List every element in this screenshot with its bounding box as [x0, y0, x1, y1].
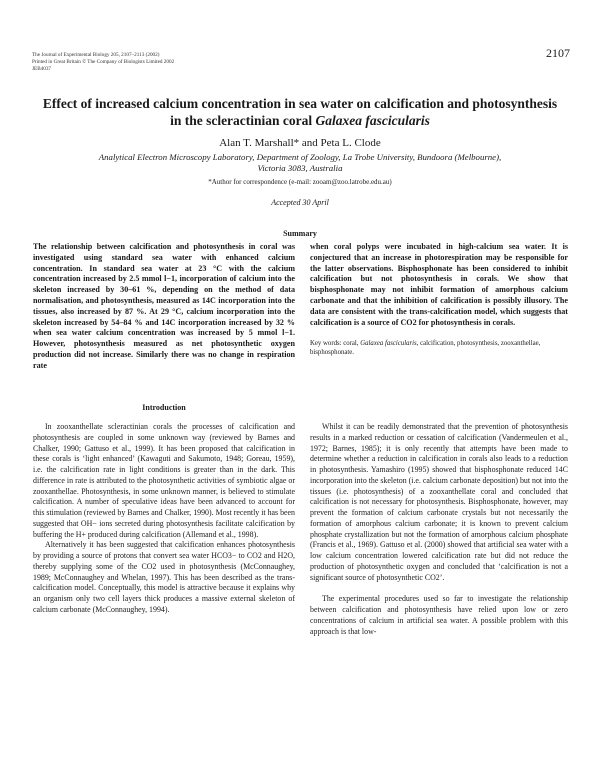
- keywords-label: Key words: coral,: [310, 340, 361, 348]
- authors: Alan T. Marshall* and Peta L. Clode: [219, 137, 381, 149]
- introduction-column-right: [310, 422, 568, 637]
- introduction-column-left: [33, 422, 295, 616]
- summary-right-text: when coral polyps were incubated in high-calcium sea water. It is conjectured that an increase in photorespiration may be responsible for the latter observations. Bisphosphonate has been considered to inhibit calcification but not photosynthesis in corals. We show that bisphosphonate may not inhibit formation of amorphous calcium carbonate and that the inhibition of calcification is possibly illusory. The data are consistent with the trans-calcification model, which suggests that calcification is a source of CO2 for photosynthesis in corals.: [310, 242, 568, 327]
- summary-column-right: [310, 242, 568, 357]
- introduction-heading: Introduction: [142, 403, 186, 412]
- paragraph: In zooxanthellate scleractinian corals the processes of calcification and photosynthesis are coupled in some unknown way (reviewed by Barnes and Chalker, 1990; Gattuso et al., 1999). It has been proposed that calcification in these corals is ‘light enhanced’ (Kawaguti and Sakumoto, 1948; Goreau, 1959), i.e. the calcification rate in light conditions is greater than in the dark. This difference in rate is attributed to the photosynthetic activities of symbiotic algae or zooxanthellae. Photosynthesis, in some unknown manner, is believed to stimulate calcification. A number of speculative ideas have been advanced to account for this stimulation (reviewed by Barnes and Chalker, 1990). Most recently it has been suggested that OH− ions secreted during photosynthesis facilitate calcification by buffering the H+ produced during calcification (Allemand et al., 1998).: [33, 422, 295, 539]
- journal-line-3: JEB4037: [32, 66, 52, 72]
- journal-line-2: Printed in Great Britain © The Company of Biologists Limited 2002: [32, 59, 175, 65]
- paragraph: Whilst it can be readily demonstrated that the prevention of photosynthesis results in a marked reduction or cessation of calcification (Vandermeulen et al., 1972; Barnes, 1985); it is only recently that attempts have been made to determine whether a reduction in calcification in corals also leads to a reduction in photosynthesis. Yamashiro (1995) showed that bisphosphonate reduced 14C incorporation into the skeleton (i.e. calcium carbonate deposition) but not into the tissues (i.e. photosynthesis) of a zooxanthellate coral and concluded that calcification is not necessary for photosynthesis. Bisphosphonate, however, may prevent the formation of calcium carbonate crystals but not necessarily the formation of amorphous calcium carbonate; it is known to prevent calcium phosphate crystallization but not the formation of amorphous calcium phosphate (Francis et al., 1969). Gattuso et al. (2000) showed that artificial sea water with a low calcium concentration lowered calcification rate but did not reduce the production of photosynthetic oxygen and concluded that ‘calcification is not a significant source of photosynthetic CO2’.: [310, 422, 568, 582]
- paragraph: The experimental procedures used so far to investigate the relationship between calcification and photosynthesis have relied upon low or zero concentrations of calcium in artificial sea water. A possible problem with this approach is that low-: [310, 594, 568, 636]
- journal-citation: [32, 52, 174, 73]
- keywords: [310, 339, 568, 357]
- title-text: Effect of increased calcium concentration in sea water on calcification and photosynthesis in the scleractinian coral: [42, 96, 558, 128]
- article-title: [40, 95, 560, 129]
- summary-column-left: The relationship between calcification and photosynthesis in coral was investigated using standard sea water with enhanced calcium concentration. In standard sea water at 23 °C with the calcium concentration increased by 2.5 mmol l−1, incorporation of calcium into the skeleton increased by 30–61 %, depending on the method of data normalisation, and photosynthesis, measured as 14C incorporation into the tissues, also increased by 87 %. At 29 °C, calcium incorporation into the skeleton increased by 54–84 % and 14C incorporation increased by 32 % when sea water calcium concentration was increased by 5 mmol l−1. However, photosynthesis measured as net photosynthetic oxygen production did not increase. Similarly there was no change in respiration rate: [33, 242, 295, 370]
- paragraph: Alternatively it has been suggested that calcification enhances photosynthesis by providing a source of protons that convert sea water HCO3− to CO2 and H2O, thereby supplying some of the CO2 used in photosynthesis (McConnaughey, 1989; McConnaughey and Whelan, 1997). This has been described as the trans-calcification model. Conceptually, this model is attractive because it explains why an organism only two cell layers thick produces a massive external skeleton of calcium carbonate (McConnaughey, 1994).: [33, 540, 295, 614]
- page-number: 2107: [546, 46, 570, 60]
- summary-heading: Summary: [283, 229, 317, 238]
- journal-line-1: The Journal of Experimental Biology 205, 2107–2113 (2002): [32, 52, 160, 58]
- title-species: Galaxea fascicularis: [315, 113, 430, 128]
- keywords-rest: , calcification, photosynthesis, zooxanthellae, bisphosphonate.: [310, 340, 541, 357]
- accepted-date: Accepted 30 April: [271, 198, 329, 207]
- affiliation-line-1: Analytical Electron Microscopy Laboratory, Department of Zoology, La Trobe University, Bundoora (Melbourne),: [98, 152, 502, 162]
- keywords-species: Galaxea fascicularis: [360, 340, 417, 348]
- affiliation: [40, 152, 560, 174]
- affiliation-line-2: Victoria 3083, Australia: [257, 163, 343, 173]
- correspondence-note: *Author for correspondence (e-mail: zooam@zoo.latrobe.edu.au): [208, 178, 392, 186]
